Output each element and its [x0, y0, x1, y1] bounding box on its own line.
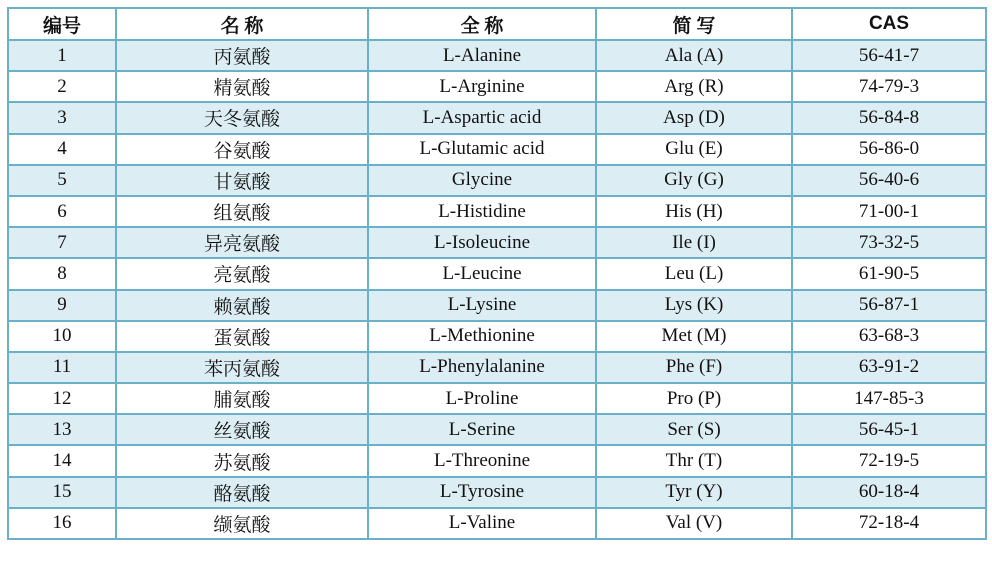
- cell-cas: 147-85-3: [792, 383, 986, 414]
- cell-abbr: Phe (F): [596, 352, 792, 383]
- cell-full-name: L-Serine: [368, 414, 596, 445]
- cell-cas: 63-91-2: [792, 352, 986, 383]
- cell-cas: 74-79-3: [792, 71, 986, 102]
- cell-name: 丙氨酸: [116, 40, 368, 71]
- cell-full-name: L-Tyrosine: [368, 477, 596, 508]
- cell-cas: 63-68-3: [792, 321, 986, 352]
- table-row: [8, 196, 986, 227]
- cell-abbr: Glu (E): [596, 134, 792, 165]
- cell-name: 苯丙氨酸: [116, 352, 368, 383]
- cell-cas: 56-84-8: [792, 102, 986, 133]
- cell-no: 7: [8, 227, 116, 258]
- table-body: [8, 40, 986, 539]
- cell-no: 4: [8, 134, 116, 165]
- table-header: [8, 8, 986, 40]
- cell-cas: 56-87-1: [792, 290, 986, 321]
- cell-no: 5: [8, 165, 116, 196]
- table-row: [8, 227, 986, 258]
- cell-abbr: Leu (L): [596, 258, 792, 289]
- cell-cas: 56-40-6: [792, 165, 986, 196]
- cell-abbr: Pro (P): [596, 383, 792, 414]
- cell-cas: 71-00-1: [792, 196, 986, 227]
- table-row: [8, 352, 986, 383]
- cell-full-name: L-Methionine: [368, 321, 596, 352]
- cell-no: 9: [8, 290, 116, 321]
- cell-no: 2: [8, 71, 116, 102]
- cell-name: 酪氨酸: [116, 477, 368, 508]
- cell-full-name: L-Alanine: [368, 40, 596, 71]
- cell-full-name: L-Isoleucine: [368, 227, 596, 258]
- cell-no: 11: [8, 352, 116, 383]
- table-row: [8, 290, 986, 321]
- cell-no: 1: [8, 40, 116, 71]
- cell-full-name: L-Aspartic acid: [368, 102, 596, 133]
- cell-name: 异亮氨酸: [116, 227, 368, 258]
- cell-no: 8: [8, 258, 116, 289]
- cell-full-name: L-Threonine: [368, 445, 596, 476]
- cell-abbr: Val (V): [596, 508, 792, 539]
- cell-full-name: L-Leucine: [368, 258, 596, 289]
- table-row: [8, 321, 986, 352]
- cell-abbr: Asp (D): [596, 102, 792, 133]
- amino-acid-table: [7, 7, 987, 540]
- cell-no: 10: [8, 321, 116, 352]
- cell-full-name: Glycine: [368, 165, 596, 196]
- cell-full-name: L-Lysine: [368, 290, 596, 321]
- cell-no: 6: [8, 196, 116, 227]
- table-row: [8, 40, 986, 71]
- cell-abbr: Tyr (Y): [596, 477, 792, 508]
- table-row: [8, 383, 986, 414]
- cell-abbr: Ser (S): [596, 414, 792, 445]
- cell-abbr: Arg (R): [596, 71, 792, 102]
- cell-cas: 72-18-4: [792, 508, 986, 539]
- header-cas: CAS: [792, 8, 986, 40]
- table-row: [8, 445, 986, 476]
- cell-abbr: Met (M): [596, 321, 792, 352]
- cell-no: 12: [8, 383, 116, 414]
- cell-name: 谷氨酸: [116, 134, 368, 165]
- cell-name: 亮氨酸: [116, 258, 368, 289]
- cell-name: 缬氨酸: [116, 508, 368, 539]
- cell-abbr: Thr (T): [596, 445, 792, 476]
- table-row: [8, 71, 986, 102]
- cell-full-name: L-Histidine: [368, 196, 596, 227]
- cell-full-name: L-Arginine: [368, 71, 596, 102]
- cell-full-name: L-Phenylalanine: [368, 352, 596, 383]
- header-row: [8, 8, 986, 40]
- table-row: [8, 508, 986, 539]
- cell-name: 赖氨酸: [116, 290, 368, 321]
- header-abbr: 简 写: [596, 8, 792, 40]
- cell-abbr: Lys (K): [596, 290, 792, 321]
- cell-cas: 56-41-7: [792, 40, 986, 71]
- cell-name: 精氨酸: [116, 71, 368, 102]
- cell-no: 3: [8, 102, 116, 133]
- cell-name: 甘氨酸: [116, 165, 368, 196]
- cell-no: 13: [8, 414, 116, 445]
- table-row: [8, 258, 986, 289]
- cell-cas: 60-18-4: [792, 477, 986, 508]
- amino-acid-table-container: [7, 7, 985, 540]
- cell-name: 天冬氨酸: [116, 102, 368, 133]
- header-no: 编号: [8, 8, 116, 40]
- cell-no: 16: [8, 508, 116, 539]
- cell-cas: 56-86-0: [792, 134, 986, 165]
- table-row: [8, 134, 986, 165]
- header-name: 名 称: [116, 8, 368, 40]
- table-row: [8, 414, 986, 445]
- cell-cas: 61-90-5: [792, 258, 986, 289]
- cell-cas: 73-32-5: [792, 227, 986, 258]
- cell-abbr: Gly (G): [596, 165, 792, 196]
- cell-abbr: Ile (I): [596, 227, 792, 258]
- cell-abbr: His (H): [596, 196, 792, 227]
- cell-no: 15: [8, 477, 116, 508]
- cell-full-name: L-Valine: [368, 508, 596, 539]
- cell-full-name: L-Proline: [368, 383, 596, 414]
- table-row: [8, 102, 986, 133]
- cell-name: 脯氨酸: [116, 383, 368, 414]
- cell-no: 14: [8, 445, 116, 476]
- cell-cas: 56-45-1: [792, 414, 986, 445]
- cell-name: 组氨酸: [116, 196, 368, 227]
- header-full-name: 全 称: [368, 8, 596, 40]
- cell-full-name: L-Glutamic acid: [368, 134, 596, 165]
- table-row: [8, 477, 986, 508]
- cell-cas: 72-19-5: [792, 445, 986, 476]
- table-row: [8, 165, 986, 196]
- cell-name: 苏氨酸: [116, 445, 368, 476]
- cell-name: 蛋氨酸: [116, 321, 368, 352]
- cell-abbr: Ala (A): [596, 40, 792, 71]
- cell-name: 丝氨酸: [116, 414, 368, 445]
